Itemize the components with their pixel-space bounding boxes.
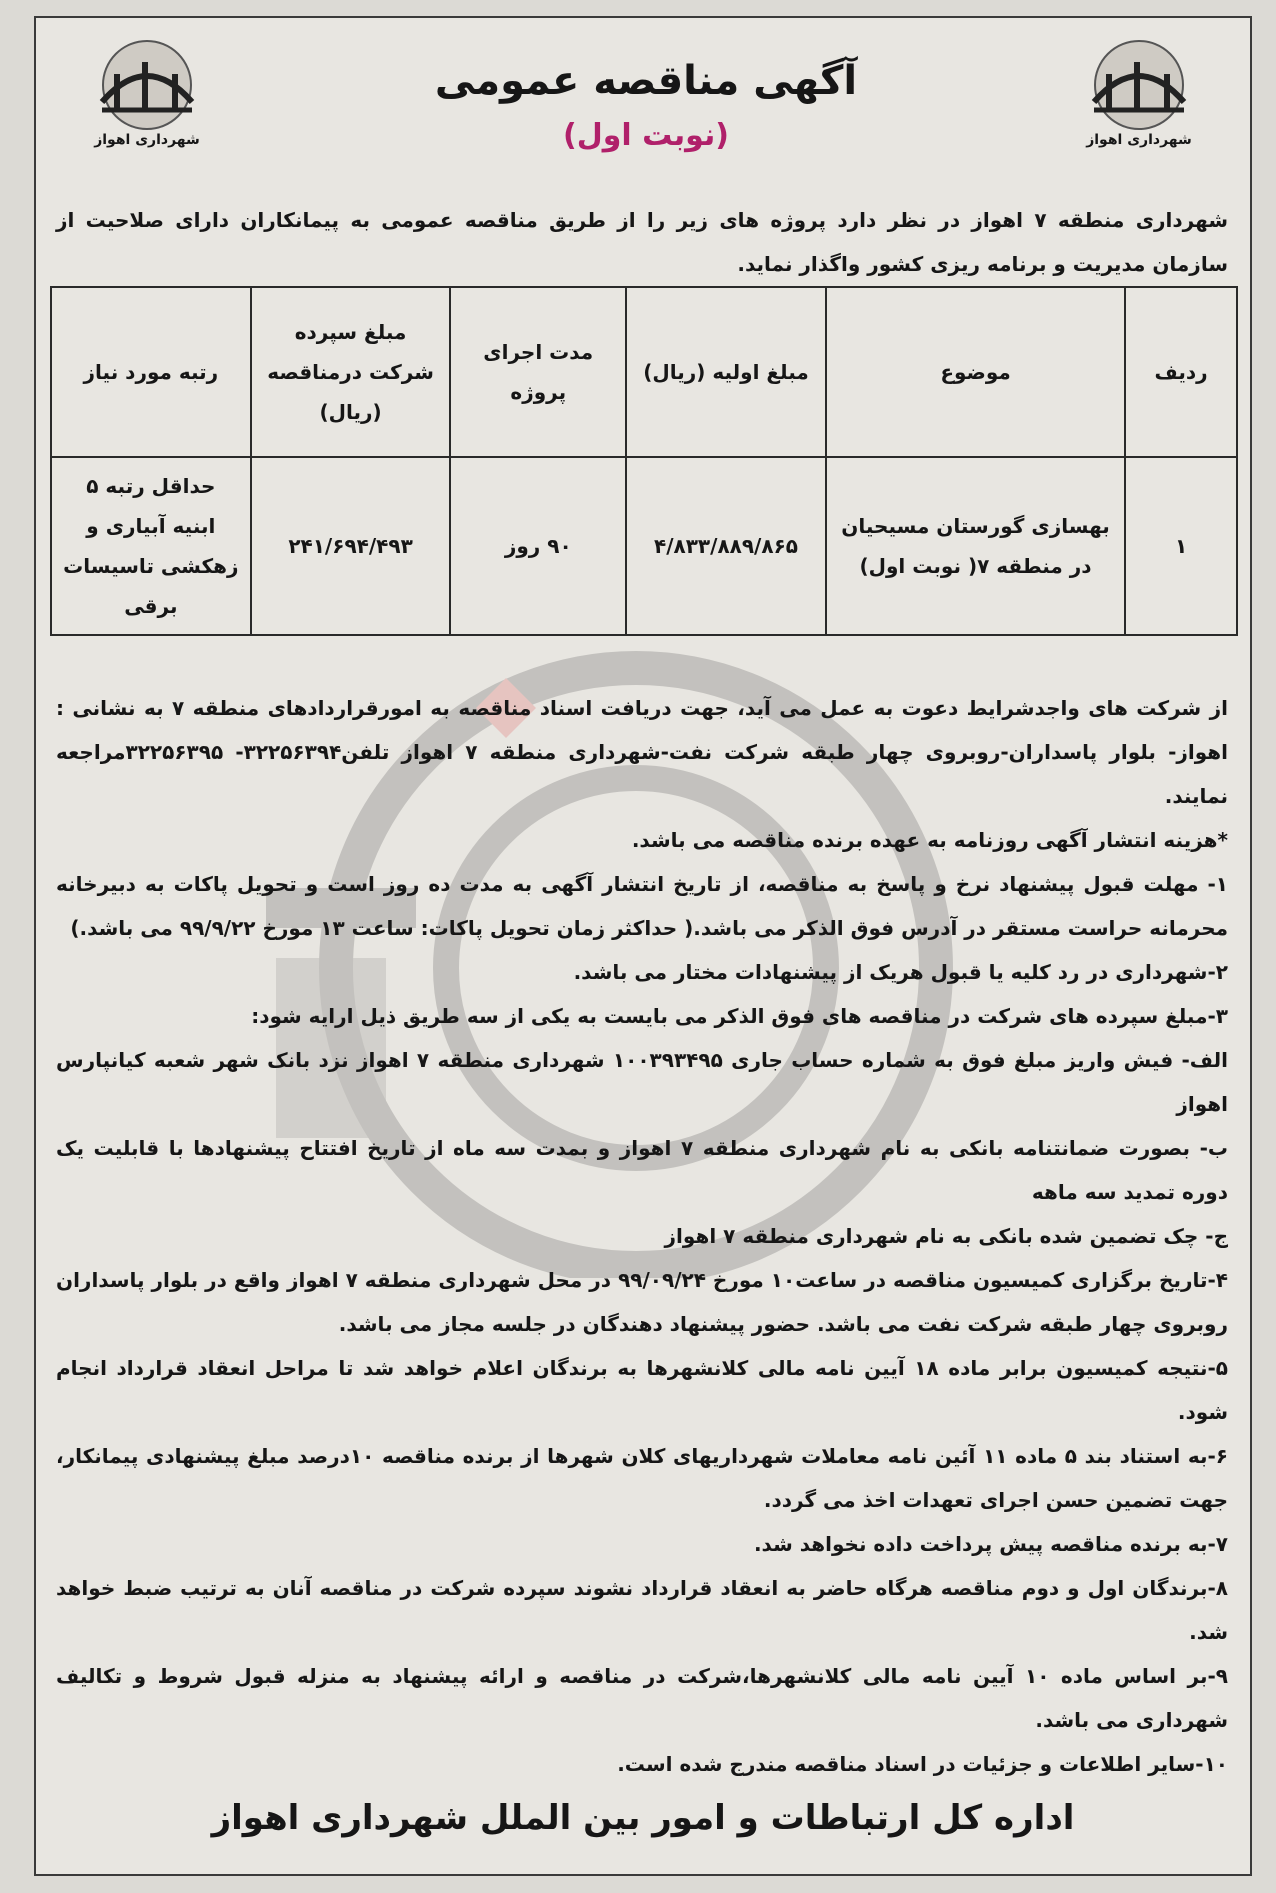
cell-initial-amount: ۴/۸۳۳/۸۸۹/۸۶۵ xyxy=(626,457,826,635)
footer-signature: اداره کل ارتباطات و امور بین الملل شهرداری اهواز xyxy=(211,1798,1075,1838)
notice-title: آگهی مناقصه عمومی xyxy=(434,58,858,104)
notice-subtitle: (نوبت اول) xyxy=(563,118,729,153)
logo-caption: شهرداری اهواز xyxy=(94,132,200,148)
tender-table xyxy=(50,286,1238,636)
municipality-logo-left xyxy=(72,40,222,148)
cell-grade: حداقل رتبه ۵ ابنیه آبیاری و زهکشی تاسیسات برقی xyxy=(51,457,251,635)
condition-9: ۹-بر اساس ماده ۱۰ آیین نامه مالی کلانشهرها،شرکت در مناقصه و ارائه پیشنهاد به منزله قبول شروط و تکالیف شهرداری می باشد. xyxy=(56,1664,1228,1732)
condition-5: ۵-نتیجه کمیسیون برابر ماده ۱۸ آیین نامه مالی کلانشهرها به برندگان اعلام خواهد شد تا مراحل انعقاد قرارداد انجام شود. xyxy=(56,1356,1228,1424)
header-initial-amount: مبلغ اولیه (ریال) xyxy=(626,287,826,457)
bridge-logo-icon xyxy=(1084,40,1194,130)
header-row-no: ردیف xyxy=(1125,287,1237,457)
publication-cost-note: *هزینه انتشار آگهی روزنامه به عهده برنده مناقصه می باشد. xyxy=(631,828,1228,852)
intro-paragraph: شهرداری منطقه ۷ اهواز در نظر دارد پروژه های زیر را از طریق مناقصه عمومی به پیمانکاران دارای صلاحیت از سازمان مدیریت و برنامه ریزی کشور واگذار نماید. xyxy=(56,208,1228,276)
condition-3a: الف- فیش واریز مبلغ فوق به شماره حساب جاری ۱۰۰۳۹۳۴۹۵ شهرداری منطقه ۷ اهواز نزد بانک شهر شعبه کیانپارس اهواز xyxy=(56,1048,1228,1116)
table-header-row xyxy=(51,287,1237,457)
condition-1: ۱- مهلت قبول پیشنهاد نرخ و پاسخ به مناقصه، از تاریخ انتشار آگهی به مدت ده روز است و تحویل پاکات به دبیرخانه محرمانه حراست مستقر در آدرس فوق الذکر می باشد.( حداکثر زمان تحویل پاکات: ساعت ۱۳ مورخ ۹۹/۹/۲۲ می باشد.) xyxy=(56,872,1228,940)
condition-4: ۴-تاریخ برگزاری کمیسیون مناقصه در ساعت۱۰ مورخ ۹۹/۰۹/۲۴ در محل شهرداری منطقه ۷ اهواز واقع در بلوار پاسداران روبروی چهار طبقه شرکت نفت می باشد. حضور پیشنهاد دهندگان در جلسه مجاز می باشد. xyxy=(56,1268,1229,1336)
condition-8: ۸-برندگان اول و دوم مناقصه هرگاه حاضر به انعقاد قرارداد نشوند سپرده شرکت در مناقصه آنان به ترتیب ضبط خواهد شد. xyxy=(56,1576,1228,1644)
conditions-section xyxy=(56,686,1228,1786)
cell-row-no: ۱ xyxy=(1125,457,1237,635)
condition-7: ۷-به برنده مناقصه پیش پرداخت داده نخواهد شد. xyxy=(753,1532,1228,1556)
cell-deposit: ۲۴۱/۶۹۴/۴۹۳ xyxy=(251,457,451,635)
header-grade: رتبه مورد نیاز xyxy=(51,287,251,457)
invitation-paragraph: از شرکت های واجدشرایط دعوت به عمل می آید، جهت دریافت اسناد مناقصه به امورقراردادهای منطقه ۷ به نشانی : اهواز- بلوار پاسداران-روبروی چهار طبقه شرکت نفت-شهرداری منطقه ۷ اهواز تلفن۳۲۲۵۶۳۹۴- ۳۲۲۵۶۳۹۵مراجعه نمایند. xyxy=(56,696,1229,808)
condition-3b: ب- بصورت ضمانتنامه بانکی به نام شهرداری منطقه ۷ اهواز و بمدت سه ماه از تاریخ افتتاح پیشنهادها با قابلیت یک دوره تمدید سه ماهه xyxy=(56,1136,1228,1204)
condition-2: ۲-شهرداری در رد کلیه یا قبول هریک از پیشنهادات مختار می باشد. xyxy=(573,960,1228,984)
condition-6: ۶-به استناد بند ۵ ماده ۱۱ آئین نامه معاملات شهرداریهای کلان شهرها از برنده مناقصه ۱۰درصد مبلغ پیشنهادی پیمانکار، جهت تضمین حسن اجرای تعهدات اخذ می گردد. xyxy=(56,1444,1229,1512)
header-subject: موضوع xyxy=(826,287,1125,457)
logo-caption: شهرداری اهواز xyxy=(1086,132,1192,148)
condition-3: ۳-مبلغ سپرده های شرکت در مناقصه های فوق الذکر می بایست به یکی از سه طریق ذیل ارایه شود: xyxy=(251,1004,1228,1028)
cell-subject: بهسازی گورستان مسیحیان در منطقه ۷( نوبت اول) xyxy=(826,457,1125,635)
header-duration: مدت اجرای پروژه xyxy=(450,287,626,457)
municipality-logo-right xyxy=(1064,40,1214,148)
bridge-logo-icon xyxy=(92,40,202,130)
header-deposit: مبلغ سپرده شرکت درمناقصه (ریال) xyxy=(251,287,451,457)
table-row xyxy=(51,457,1237,635)
condition-3c: ج- چک تضمین شده بانکی به نام شهرداری منطقه ۷ اهواز xyxy=(664,1224,1228,1248)
tender-notice-page xyxy=(34,16,1252,1876)
cell-duration: ۹۰ روز xyxy=(450,457,626,635)
condition-10: ۱۰-سایر اطلاعات و جزئیات در اسناد مناقصه مندرج شده است. xyxy=(617,1752,1228,1776)
